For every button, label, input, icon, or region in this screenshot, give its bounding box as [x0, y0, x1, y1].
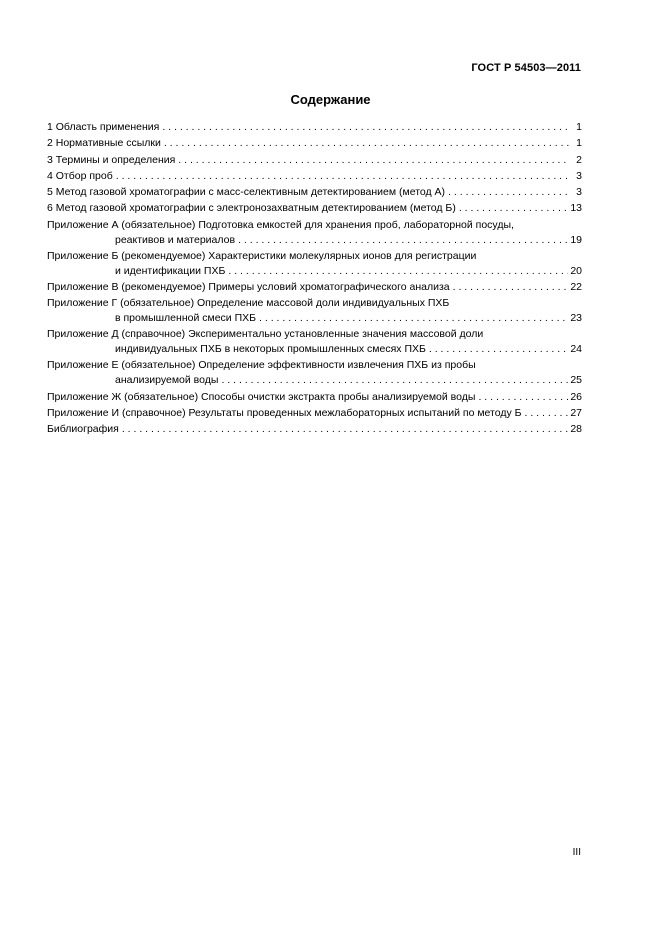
toc-leader-dots	[525, 406, 569, 421]
toc-page-number: 23	[570, 312, 582, 325]
toc-page-number: 3	[576, 186, 582, 199]
toc-page-number: 1	[576, 121, 582, 133]
toc-page-number: 24	[570, 343, 582, 356]
toc-page-number: 19	[570, 233, 582, 246]
toc-entry[interactable]	[47, 120, 582, 135]
toc-entry[interactable]	[47, 218, 582, 248]
toc-entry-text: Приложение А (обязательное) Подготовка емкостей для хранения проб, лабораторной посуды,	[47, 218, 514, 231]
toc-entry[interactable]	[47, 249, 582, 279]
toc-entry-text: 4 Отбор проб	[47, 169, 113, 182]
toc-page-number: 1	[576, 137, 582, 150]
toc-entry-text: 2 Нормативные ссылки	[47, 137, 161, 150]
page-title: Содержание	[290, 92, 371, 107]
toc-leader-dots	[238, 233, 568, 248]
toc-entry[interactable]	[47, 280, 582, 295]
toc-page-number: 13	[570, 202, 582, 215]
toc-page-number: 25	[570, 374, 582, 387]
toc-entry[interactable]	[47, 327, 582, 357]
toc-entry-text: Приложение Е (обязательное) Определение эффективности извлечения ПХБ из пробы	[47, 359, 476, 372]
toc-entry-text: Приложение Д (справочное) Экспериментально установленные значения массовой доли	[47, 328, 484, 341]
toc-entry[interactable]	[47, 153, 582, 168]
toc-entry[interactable]	[47, 406, 582, 421]
toc-page-number: 20	[570, 264, 582, 277]
page-number: III	[572, 847, 581, 858]
toc-leader-dots	[162, 120, 570, 135]
toc-page-number: 26	[570, 390, 582, 403]
toc-entry[interactable]	[47, 201, 582, 216]
toc-leader-dots	[453, 280, 569, 295]
toc-entry-text: Приложение Ж (обязательное) Способы очистки экстракта пробы анализируемой воды	[47, 390, 476, 403]
toc-page-number: 27	[570, 406, 582, 419]
toc-entry[interactable]	[47, 390, 582, 405]
toc-leader-dots	[259, 311, 568, 326]
toc-entry-text: 6 Метод газовой хроматографии с электронозахватным детектированием (метод Б)	[47, 202, 456, 215]
toc-page-number: 22	[570, 280, 582, 293]
toc-entry-text: и идентификации ПХБ	[115, 264, 226, 277]
document-code: ГОСТ Р 54503—2011	[471, 62, 581, 74]
toc-entry-text: индивидуальных ПХБ в некоторых промышленных смесях ПХБ	[115, 343, 426, 356]
toc-leader-dots	[228, 264, 568, 279]
toc-entry-text: Библиография	[47, 423, 119, 436]
toc-leader-dots	[221, 373, 568, 388]
toc-entry-text: в промышленной смеси ПХБ	[115, 312, 257, 325]
toc-entry[interactable]	[47, 136, 582, 151]
toc-entry[interactable]	[47, 422, 582, 437]
toc-leader-dots	[448, 185, 570, 200]
toc-entry-text: Приложение В (рекомендуемое) Примеры условий хроматографического анализа	[47, 280, 450, 293]
toc-entry-text: 1 Область применения	[47, 121, 160, 133]
toc-page-number: 3	[576, 169, 582, 182]
toc-leader-dots	[459, 201, 568, 216]
toc-entry[interactable]	[47, 185, 582, 200]
toc-leader-dots	[122, 422, 568, 437]
toc-leader-dots	[478, 390, 568, 405]
toc-leader-dots	[164, 136, 570, 151]
toc-leader-dots	[116, 169, 570, 184]
toc-entry[interactable]	[47, 296, 582, 326]
toc-leader-dots	[429, 342, 568, 357]
toc-entry-text: 5 Метод газовой хроматографии с масс-селективным детектированием (метод А)	[47, 186, 446, 199]
toc-entry-text: Приложение И (справочное) Результаты проведенных межлабораторных испытаний по методу Б	[47, 406, 522, 419]
toc-entry-text: анализируемой воды	[115, 374, 219, 387]
toc-page-number: 28	[570, 423, 582, 436]
toc-leader-dots	[178, 153, 570, 168]
toc-entry[interactable]	[47, 169, 582, 184]
table-of-contents	[47, 120, 582, 437]
toc-entry[interactable]	[47, 358, 582, 388]
toc-entry-text: Приложение Г (обязательное) Определение массовой доли индивидуальных ПХБ	[47, 297, 450, 310]
toc-entry-text: реактивов и материалов	[115, 233, 236, 246]
toc-entry-text: 3 Термины и определения	[47, 153, 176, 166]
toc-entry-text: Приложение Б (рекомендуемое) Характеристики молекулярных ионов для регистрации	[47, 249, 477, 262]
toc-page-number: 2	[576, 153, 582, 166]
